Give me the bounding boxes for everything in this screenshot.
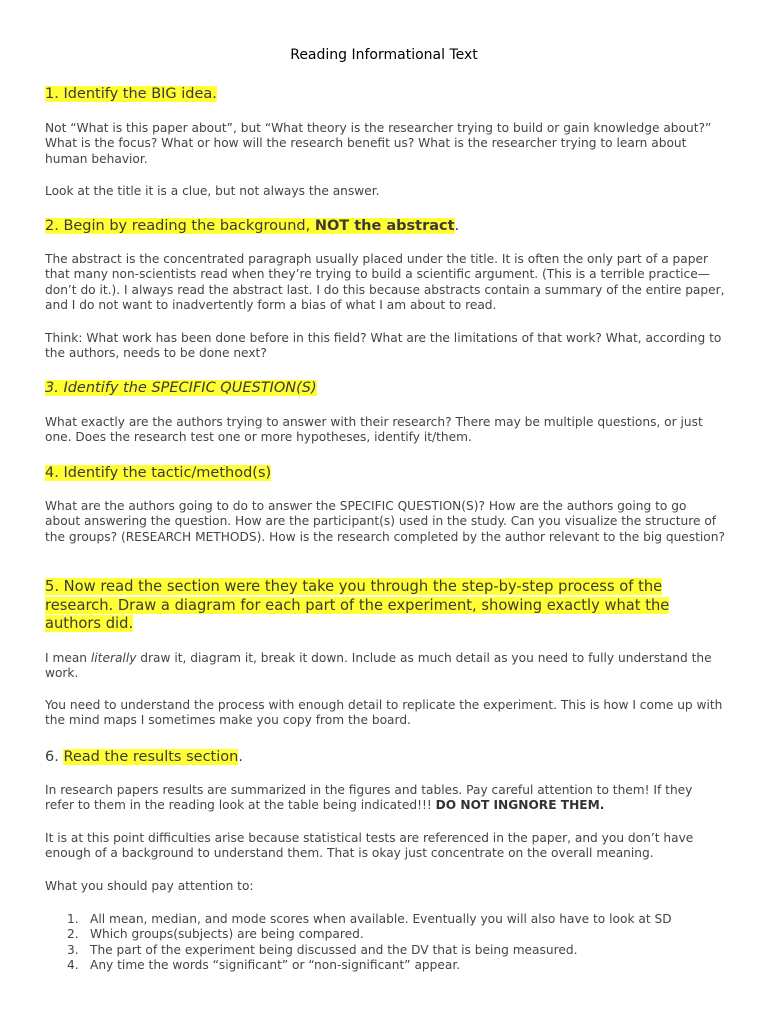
section-2-heading-highlight: [45, 218, 455, 234]
section-6-heading: [45, 748, 725, 766]
section-2-heading: [45, 217, 725, 235]
list-item: [45, 927, 725, 942]
section-2-paragraph-1: The abstract is the concentrated paragraph usually placed under the title. It is often the only part of a paper that many non-scientists read when they’re trying to build a scientific argument. (This is a terrible practice—don’t do it.). I always read the abstract last. I do this because abstracts contain a summary of the entire paper, and I do not want to inadvertently form a bias of what I am about to read.: [45, 252, 725, 312]
list-item: [45, 958, 725, 973]
section-4-paragraph-1: What are the authors going to do to answer the SPECIFIC QUESTION(S)? How are the authors going to go about answering the question. How are the participant(s) used in the study. Can you visualize the structure of the groups? (RESEARCH METHODS). How is the research completed by the author relevant to the big question?: [45, 499, 725, 544]
list-item-number: 1.: [67, 912, 79, 926]
section-6-paragraph-2: It is at this point difficulties arise because statistical tests are referenced in the paper, and you don’t have enough of a background to understand them. That is okay just concentrate on the overall meaning.: [45, 831, 694, 861]
list-item-text: Any time the words “significant” or “non-significant” appear.: [90, 957, 461, 972]
section-2-heading-emphasis: NOT the abstract: [314, 218, 455, 234]
section-6-paragraph-1: [45, 783, 725, 814]
section-3-heading: [45, 379, 725, 397]
section-1-paragraph-2: Look at the title it is a clue, but not always the answer.: [45, 184, 380, 198]
section-1-paragraph-1: Not “What is this paper about”, but “What theory is the researcher trying to build or gain knowledge about?” What is the focus? What or how will the research benefit us? What is the researcher trying to learn about human behavior.: [45, 121, 712, 166]
list-item-number: 2.: [67, 927, 79, 942]
list-item-text: The part of the experiment being discussed and the DV that is being measured.: [90, 942, 578, 957]
section-6-paragraph-3: What you should pay attention to:: [45, 879, 254, 893]
list-item: [45, 912, 725, 927]
section-3-heading-text: 3. Identify the SPECIFIC QUESTION(S): [45, 380, 317, 396]
section-1-heading-text: 1. Identify the BIG idea.: [45, 86, 217, 102]
section-5-heading-text: 5. Now read the section were they take you through the step-by-step process of the research. Draw a diagram for each part of the experiment, showing exactly what the authors did.: [45, 578, 670, 632]
section-3-paragraph-1: What exactly are the authors trying to answer with their research? There may be multiple questions, or just one. Does the research test one or more hypotheses, identify it/them.: [45, 415, 703, 445]
section-2-heading-period: .: [454, 218, 460, 234]
list-item-number: 4.: [67, 957, 79, 972]
section-2-paragraph-2: Think: What work has been done before in this field? What are the limitations of that work? What, according to the authors, needs to be done next?: [45, 331, 722, 361]
section-5-paragraph-1: [45, 651, 725, 682]
section-6-heading-number: 6.: [45, 749, 64, 765]
section-6-paragraph-1-text: In research papers results are summarized in the figures and tables. Pay careful attention to them! If they refer to them in the reading look at the table being indicated!!!: [45, 783, 693, 813]
section-5-paragraph-1-start: I mean: [45, 651, 91, 665]
section-6-heading-period: .: [238, 749, 243, 765]
section-4-heading-text: 4. Identify the tactic/method(s): [45, 465, 272, 481]
list-item-number: 3.: [67, 942, 79, 957]
section-5-heading: [45, 578, 725, 634]
page-title: Reading Informational Text: [290, 47, 478, 63]
section-5-paragraph-1-end: draw it, diagram it, break it down. Include as much detail as you need to fully understand the work.: [45, 651, 712, 681]
list-item: [45, 943, 725, 958]
attention-list: [45, 912, 725, 973]
section-1-heading: [45, 85, 725, 103]
section-5-paragraph-2: You need to understand the process with enough detail to replicate the experiment. This is how I come up with the mind maps I sometimes make you copy from the board.: [45, 698, 723, 728]
list-item-text: Which groups(subjects) are being compared.: [90, 927, 364, 942]
list-item-text: All mean, median, and mode scores when available. Eventually you will also have to look at SD: [90, 912, 672, 926]
section-5-paragraph-1-emphasis: literally: [90, 651, 137, 665]
section-4-heading: [45, 464, 725, 482]
section-6-paragraph-1-bold: DO NOT INGNORE THEM.: [435, 798, 605, 813]
section-2-heading-text: 2. Begin by reading the background,: [45, 218, 315, 234]
section-6-heading-text: Read the results section: [63, 749, 239, 765]
